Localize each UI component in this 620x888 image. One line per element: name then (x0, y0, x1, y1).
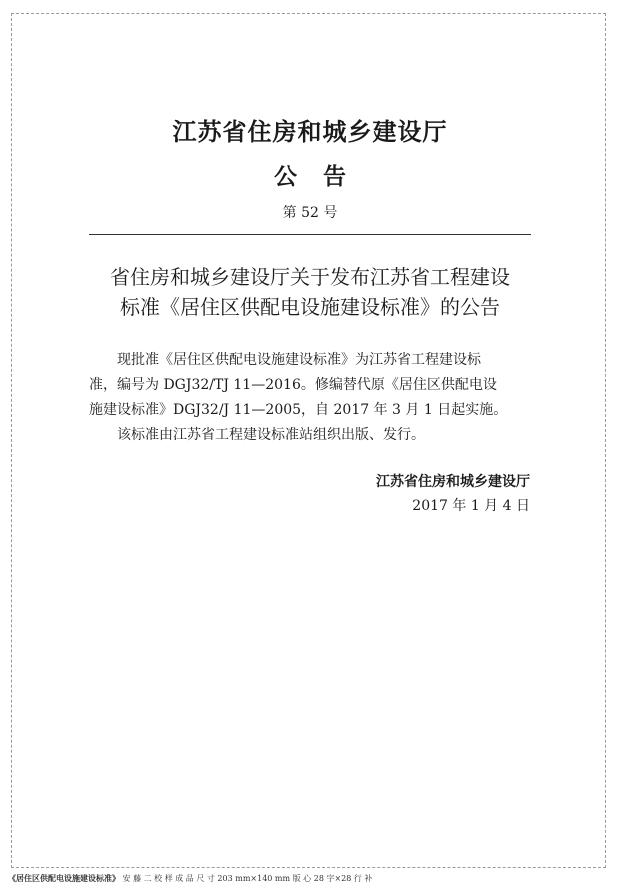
print-footer (8, 874, 372, 884)
notice-heading-line: 标准《居住区供配电设施建设标准》的公告 (120, 295, 500, 319)
header-divider (89, 234, 531, 235)
notice-body (89, 348, 539, 448)
footer-info: 安 藤 二 校 样 成 品 尺 寸 203 mm×140 mm 版 心 28 字×28 行 补 (120, 874, 373, 883)
notice-heading (70, 262, 550, 322)
signature-date: 2017 年 1 月 4 日 (412, 498, 530, 514)
footer-title: 《居住区供配电设施建设标准》 (8, 874, 120, 883)
body-line: 准，编号为 DGJ32/TJ 11—2016。修编替代原《居住区供配电设 (89, 377, 497, 393)
body-line: 现批准《居住区供配电设施建设标准》为江苏省工程建设标 (117, 352, 481, 368)
body-line: 该标准由江苏省工程建设标准站组织出版、发行。 (117, 427, 425, 443)
notice-number: 第 52 号 (282, 205, 338, 221)
issuer-title: 江苏省住房和城乡建设厅 (172, 118, 448, 146)
notice-word: 公告 (274, 164, 372, 190)
body-line: 施建设标准》DGJ32/J 11—2005，自 2017 年 3 月 1 日起实施。 (89, 402, 508, 418)
signature-issuer: 江苏省住房和城乡建设厅 (376, 474, 530, 490)
notice-heading-line: 省住房和城乡建设厅关于发布江苏省工程建设 (110, 265, 510, 289)
